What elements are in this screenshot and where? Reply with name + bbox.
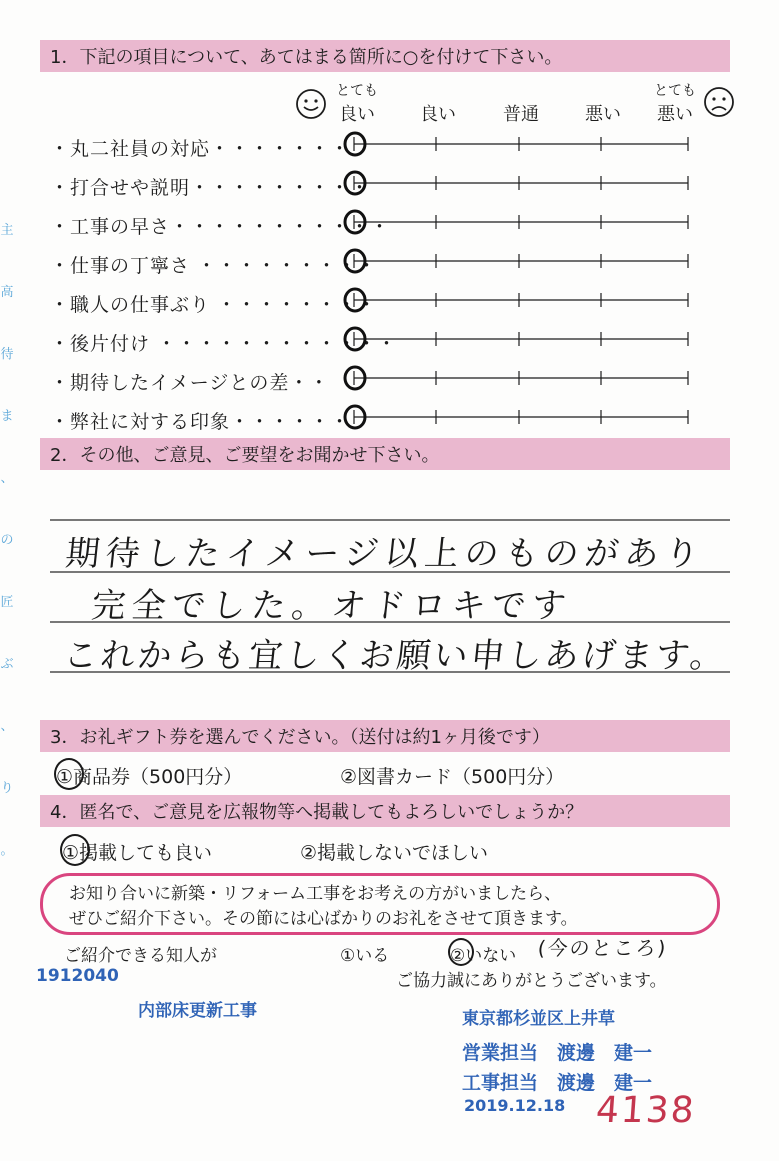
left-edge-bleed-text — [0, 200, 14, 960]
scale-label-average: 普通 — [503, 104, 539, 125]
handwritten-referral-note: (今のところ) — [536, 936, 669, 960]
left-edge-glyph: 。 — [0, 843, 14, 858]
referral-box-line1: お知り合いに新築・リフォーム工事をお考えの方がいましたら、 — [69, 884, 562, 904]
rating-row — [50, 284, 710, 324]
rating-item-label: ・工事の早さ・・・・・・・・・・・ — [50, 216, 391, 238]
publish-option-not-allowed[interactable]: ②掲載しないでほしい — [300, 842, 489, 864]
rating-row — [50, 323, 710, 363]
left-edge-glyph: り — [0, 781, 14, 796]
left-edge-glyph: の — [0, 533, 14, 548]
rating-item-label: ・丸二社員の対応・・・・・・・ — [50, 138, 351, 160]
referral-option-yes[interactable]: ①いる — [340, 946, 390, 966]
section1-title: 1．下記の項目について、あてはまる箇所に○を付けて下さい。 — [50, 47, 563, 68]
rating-item-label: ・仕事の丁寧さ ・・・・・・・・・ — [50, 255, 378, 277]
left-edge-glyph: 待 — [0, 347, 14, 362]
referral-box-line2: ぜひご紹介下さい。その節には心ばかりのお礼をさせて頂きます。 — [69, 909, 578, 929]
left-edge-glyph: ぶ — [0, 657, 14, 672]
section4-header — [40, 795, 730, 827]
rating-row — [50, 167, 710, 207]
rating-item-label: ・打合せや説明・・・・・・・・・ — [50, 177, 371, 199]
section3-header — [40, 720, 730, 752]
referral-box — [40, 873, 720, 935]
rating-scale-line — [50, 245, 710, 285]
section4-title: 4．匿名で、ご意見を広報物等へ掲載してもよろしいでしょうか？ — [50, 802, 584, 823]
thanks-message: ご協力誠にありがとうございます。 — [396, 971, 667, 991]
left-edge-glyph: ま — [0, 409, 14, 424]
left-edge-glyph: 高 — [0, 285, 14, 300]
selected-circle-mark — [448, 938, 474, 966]
company-address: 東京都杉並区上井草 — [462, 1009, 615, 1029]
scale-label-bad: 悪い — [585, 104, 621, 125]
left-edge-glyph: 、 — [0, 719, 14, 734]
rating-scale-line — [50, 323, 710, 363]
construction-representative: 工事担当 渡邊 建一 — [462, 1072, 653, 1094]
rating-item-label: ・職人の仕事ぶり ・・・・・・・・ — [50, 294, 378, 316]
rating-scale-line — [50, 167, 710, 207]
left-edge-glyph: 匠 — [0, 595, 14, 610]
gift-option-book-card[interactable]: ②図書カード（500円分） — [340, 766, 565, 788]
left-edge-glyph: 、 — [0, 471, 14, 486]
scale-label-very-bad: 悪い — [657, 104, 693, 125]
section2-header — [40, 438, 730, 470]
rating-row — [50, 362, 710, 402]
gift-option-gift-certificate[interactable]: ①商品券（500円分） — [56, 766, 243, 788]
work-type: 内部床更新工事 — [138, 1001, 257, 1021]
rating-row — [50, 245, 710, 285]
handwritten-comment-line1: 期待したイメージ以上のものがあり — [63, 534, 707, 574]
customer-code: 1912040 — [36, 966, 119, 986]
referral-option-no[interactable]: ②いない — [450, 946, 517, 966]
publish-option-allowed[interactable]: ①掲載しても良い — [62, 842, 213, 864]
sales-representative: 営業担当 渡邊 建一 — [462, 1042, 653, 1064]
rating-row — [50, 128, 710, 168]
section2-title: 2．その他、ご意見、ご要望をお聞かせ下さい。 — [50, 445, 440, 466]
rating-row — [50, 206, 710, 246]
rating-item-label: ・期待したイメージとの差・・ — [50, 372, 330, 394]
rating-scale-line — [50, 206, 710, 246]
scale-label-very-good: 良い — [339, 104, 375, 125]
section3-title: 3．お礼ギフト券を選んでください。（送付は約1ヶ月後です） — [50, 727, 550, 748]
handwritten-comment-line2: 完全でした。オドロキです — [89, 586, 574, 626]
scale-label-good: 良い — [420, 104, 456, 125]
handwritten-comment-line3: これからも宜しくお願い申しあげます。 — [61, 636, 730, 676]
section1-header — [40, 40, 730, 72]
selected-circle-mark — [60, 834, 90, 866]
scale-top-label-worst: とても — [654, 83, 696, 99]
left-edge-glyph: 主 — [0, 223, 14, 238]
selected-circle-mark — [54, 758, 84, 790]
rating-scale-line — [50, 362, 710, 402]
rating-scale-line — [50, 401, 710, 441]
survey-date: 2019.12.18 — [464, 1096, 566, 1115]
referral-question: ご紹介できる知人が — [64, 946, 217, 966]
rating-scale-line — [50, 284, 710, 324]
rating-item-label: ・弊社に対する印象・・・・・・ — [50, 411, 351, 433]
scale-top-label-best: とても — [336, 83, 378, 99]
rating-item-label: ・後片付け ・・・・・・・・・・・・ — [50, 333, 398, 355]
handwritten-record-number: 4138 — [594, 1090, 698, 1131]
rating-scale-line — [50, 128, 710, 168]
rating-row — [50, 401, 710, 441]
